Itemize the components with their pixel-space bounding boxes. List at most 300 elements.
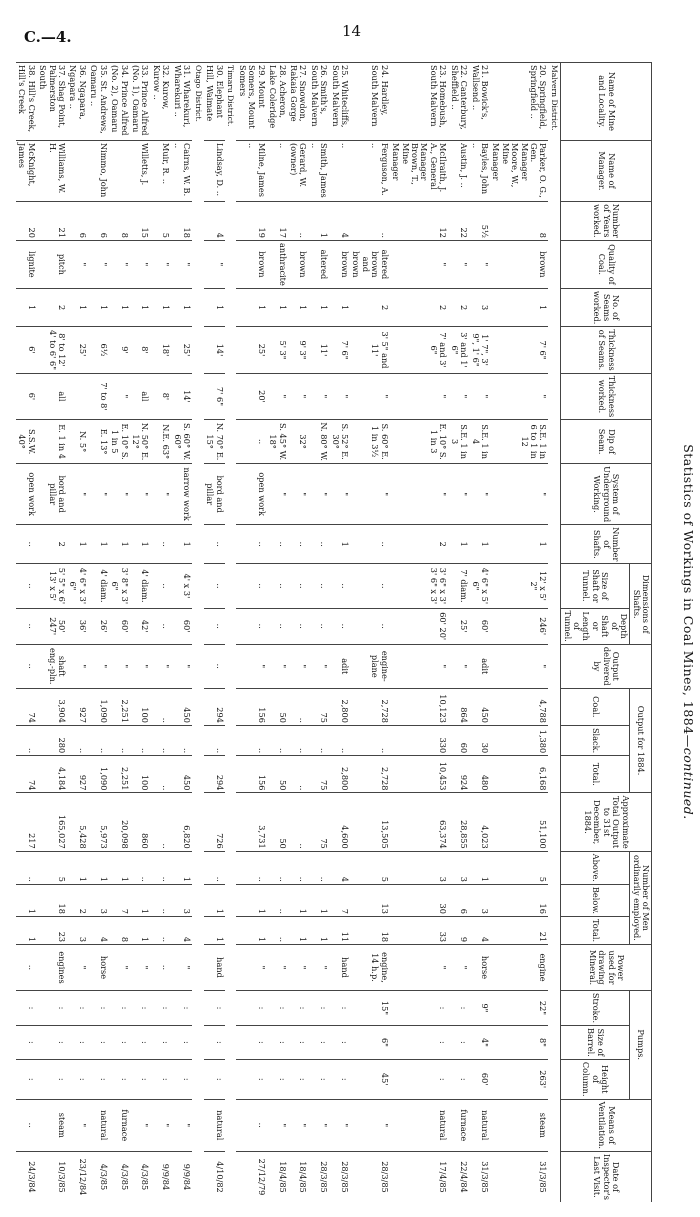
cell-quality: " [469, 240, 490, 288]
cell-column: 263' [490, 1059, 549, 1099]
table-row [109, 63, 130, 1203]
cell-mtotal: 9 [448, 916, 469, 944]
cell-dip: S.S.W. 40° [16, 420, 37, 464]
cell-column: 45' [350, 1059, 390, 1099]
cell-years: 22 [448, 201, 469, 240]
cell-coal: 294 [204, 688, 225, 725]
cell-sys: " [308, 464, 329, 525]
cell-quality: " [67, 240, 88, 288]
table-row [350, 63, 390, 1203]
cell-vent: " [350, 1099, 390, 1151]
cell-below: 1 [204, 884, 225, 916]
cell-manager: Cairns, W. B. .. [171, 141, 192, 202]
cell-power: engines [37, 945, 67, 991]
cell-size: 4' 6" x 5' 6" [469, 564, 490, 608]
cell-above: 1 [171, 851, 192, 884]
cell-slack: .. [204, 725, 225, 755]
cell-depth: .. [16, 608, 37, 644]
cell-approx: 75 [308, 793, 329, 851]
cell-manager: .. [267, 141, 288, 202]
cell-size: .. [329, 564, 350, 608]
cell-power: horse [88, 945, 109, 991]
col-stroke: Stroke. [561, 990, 630, 1025]
cell-column: : [37, 1059, 67, 1099]
cell-name: 22. Canterbury, Sheffield .. [448, 63, 469, 141]
cell-ts: 1' 7", 3' 9", 1' 6" [469, 327, 490, 373]
cell-total: 75 [308, 756, 329, 793]
cell-column: : [109, 1059, 130, 1099]
cell-name: 20. Springfield, Springfield .. [490, 63, 549, 141]
cell-stroke: 15" [350, 990, 390, 1025]
cell-above: 1 [88, 851, 109, 884]
cell-stroke: : [308, 990, 329, 1025]
cell-visit: 23/12/84 [67, 1151, 88, 1202]
cell-name: 32. Kurow, Kurow .. [150, 63, 171, 141]
cell-ts: 3' 5" and 11' [350, 327, 390, 373]
cell-dip: N. 50° E. 12° [130, 420, 151, 464]
cell-column: : [171, 1059, 192, 1099]
cell-quality: " [150, 240, 171, 288]
cell-ts: 7' 6" [490, 327, 549, 373]
table-row [288, 63, 309, 1203]
cell-visit: 10/3/85 [37, 1151, 67, 1202]
cell-approx: 4,023 [469, 793, 490, 851]
cell-deliv: .. [16, 644, 37, 688]
cell-ts: 11' [308, 327, 329, 373]
cell-slack: 330 [390, 725, 449, 755]
cell-shafts: .. [16, 525, 37, 564]
cell-above: .. [16, 851, 37, 884]
col-barrel: Size of Barrel. [561, 1026, 630, 1060]
cell-tw: " [329, 373, 350, 419]
cell-quality: " [130, 240, 151, 288]
col-approx-total: Approximate Total Output to 31st December, 1884. [561, 793, 652, 851]
cell-stroke: : [88, 990, 109, 1025]
cell-deliv: " [150, 644, 171, 688]
cell-slack: .. [329, 725, 350, 755]
cell-dip: S. 60° W. 60° [171, 420, 192, 464]
cell-sys: bord and pillar [204, 464, 225, 525]
cell-mtotal: 1 [308, 916, 329, 944]
header-row-top [630, 63, 652, 1203]
cell-depth: .. [308, 608, 329, 644]
cell-size: 3' 6" x 3' 3' 6" x 3' [390, 564, 449, 608]
cell-below: 6 [448, 884, 469, 916]
col-thickness-worked: Thickness worked. [561, 373, 652, 419]
cell-depth: .. [350, 608, 390, 644]
cell-dip: 32° [288, 420, 309, 464]
cell-below: 3 [171, 884, 192, 916]
cell-seams: 1 [236, 288, 266, 327]
cell-column: : [329, 1059, 350, 1099]
cell-shafts: 1 [490, 525, 549, 564]
cell-visit: 17/4/85 [390, 1151, 449, 1202]
cell-power: " [67, 945, 88, 991]
cell-mtotal: 8 [109, 916, 130, 944]
cell-power: hand [204, 945, 225, 991]
cell-name: 30. Elephant Hill, Waimate [204, 63, 225, 141]
col-pumps: Pumps. [630, 990, 652, 1099]
table-row [150, 63, 171, 1203]
col-below: Below. [561, 884, 630, 916]
cell-stroke: : [236, 990, 266, 1025]
cell-tw: " [109, 373, 130, 419]
cell-deliv: engine-plane [350, 644, 390, 688]
cell-manager: Bayles, John .. [469, 141, 490, 202]
cell-ts: 25' [236, 327, 266, 373]
cell-vent: " [267, 1099, 288, 1151]
cell-size: .. [236, 564, 266, 608]
cell-visit: 28/3/85 [329, 1151, 350, 1202]
cell-shafts: 1 [448, 525, 469, 564]
cell-quality: brown [288, 240, 309, 288]
cell-stroke: 9" [469, 990, 490, 1025]
cell-mtotal: 1 [288, 916, 309, 944]
cell-visit: 4/3/85 [88, 1151, 109, 1202]
cell-stroke: : [16, 990, 37, 1025]
cell-vent: .. [236, 1099, 266, 1151]
cell-below: 7 [329, 884, 350, 916]
table-row [204, 63, 225, 1203]
cell-shafts: .. [350, 525, 390, 564]
col-dimensions: Dimensions of Shafts. [630, 564, 652, 644]
cell-tw: " [390, 373, 449, 419]
cell-deliv: adit [329, 644, 350, 688]
cell-visit: 28/3/85 [350, 1151, 390, 1202]
cell-barrel: : [390, 1026, 449, 1060]
cell-visit: 18/4/85 [267, 1151, 288, 1202]
cell-depth: 42' [130, 608, 151, 644]
cell-mtotal: 23 [37, 916, 67, 944]
cell-column: : [390, 1059, 449, 1099]
cell-total: 450 [171, 756, 192, 793]
cell-vent: " [308, 1099, 329, 1151]
cell-vent: furnace [109, 1099, 130, 1151]
cell-approx: 5,428 [67, 793, 88, 851]
cell-barrel: : [267, 1026, 288, 1060]
cell-tw: " [267, 373, 288, 419]
cell-visit: 22/4/84 [448, 1151, 469, 1202]
cell-barrel: : [109, 1026, 130, 1060]
cell-barrel: : [204, 1026, 225, 1060]
col-total: Total. [561, 756, 630, 793]
col-manager: Name of Manager. [561, 141, 652, 202]
cell-vent: " [171, 1099, 192, 1151]
cell-barrel: : [16, 1026, 37, 1060]
cell-stroke: : [37, 990, 67, 1025]
cell-above: .. [130, 851, 151, 884]
cell-visit: 9/9/84 [150, 1151, 171, 1202]
cell-vent: " [67, 1099, 88, 1151]
cell-power: " [288, 945, 309, 991]
cell-mtotal: 21 [490, 916, 549, 944]
table-row [171, 63, 192, 1203]
cell-below: 3 [88, 884, 109, 916]
table-row [390, 63, 449, 1203]
cell-power: " [236, 945, 266, 991]
cell-seams: 1 [267, 288, 288, 327]
cell-above: 1 [469, 851, 490, 884]
cell-power: .. [150, 945, 171, 991]
cell-deliv: .. [204, 644, 225, 688]
cell-depth: .. [329, 608, 350, 644]
cell-tw: all [37, 373, 67, 419]
table-row [16, 63, 37, 1203]
cell-mtotal: 1 [204, 916, 225, 944]
cell-name: 37. Shag Point, Palmerston South [37, 63, 67, 141]
cell-name: 36. Ngapara, Ngapara .. [67, 63, 88, 141]
cell-approx: 63,374 [390, 793, 449, 851]
cell-slack: 280 [37, 725, 67, 755]
cell-depth: .. [150, 608, 171, 644]
cell-sys: narrow work [171, 464, 192, 525]
cell-depth: .. [288, 608, 309, 644]
cell-ts: 6½ [88, 327, 109, 373]
cell-manager: McKnight, James [16, 141, 37, 202]
cell-quality: " [390, 240, 449, 288]
cell-shafts: 1 [130, 525, 151, 564]
cell-barrel: 4" [469, 1026, 490, 1060]
cell-below: 13 [350, 884, 390, 916]
cell-depth: 60' [171, 608, 192, 644]
district-row [192, 63, 204, 1203]
cell-years: 8 [490, 201, 549, 240]
cell-approx: 20,098 [109, 793, 130, 851]
cell-dip: N. 80° W. [308, 420, 329, 464]
cell-dip: S. 60° E. 1 in 3½ [350, 420, 390, 464]
cell-below: .. [150, 884, 171, 916]
cell-seams: 1 [329, 288, 350, 327]
cell-name: 26. Smith's, South Malvern [308, 63, 329, 141]
cell-name: 21. Bowick's, Wallsend .. [469, 63, 490, 141]
cell-quality: " [448, 240, 469, 288]
cell-below: 7 [109, 884, 130, 916]
cell-ts: 5' 3" [267, 327, 288, 373]
cell-sys: " [390, 464, 449, 525]
table-row [490, 63, 549, 1203]
cell-deliv: " [171, 644, 192, 688]
table-title-main: Statistics of Workings in Coal Mines, 1884— [681, 444, 696, 748]
cell-ts: 14' [204, 327, 225, 373]
cell-barrel: : [67, 1026, 88, 1060]
cell-ts: 8' to 12' 4' to 6' 6" [37, 327, 67, 373]
cell-name: 24. Hardley, South Malvern [350, 63, 390, 141]
cell-size: 4' diam. [88, 564, 109, 608]
cell-power: .. [16, 945, 37, 991]
cell-approx: 51,100 [490, 793, 549, 851]
cell-visit: 31/3/85 [490, 1151, 549, 1202]
cell-total: 294 [204, 756, 225, 793]
cell-below: 1 [16, 884, 37, 916]
cell-shafts: .. [204, 525, 225, 564]
cell-stroke: 22" [490, 990, 549, 1025]
cell-shafts: .. [267, 525, 288, 564]
cell-years: 8 [109, 201, 130, 240]
cell-visit: 4/3/85 [109, 1151, 130, 1202]
cell-visit: 28/3/85 [308, 1151, 329, 1202]
col-output-delivered: Output delivered by [561, 644, 652, 688]
cell-power: hand [329, 945, 350, 991]
table-row [448, 63, 469, 1203]
cell-name: 28. Acheron, Lake Coleridge [267, 63, 288, 141]
cell-name: 27. Snowdon, Rakaia Gorge [288, 63, 309, 141]
table-row [267, 63, 288, 1203]
cell-dip: N.E. 63° [150, 420, 171, 464]
cell-barrel: : [130, 1026, 151, 1060]
cell-coal: 864 [448, 688, 469, 725]
cell-manager: Milne, James .. [236, 141, 266, 202]
cell-size: 12' x 5' 2" [490, 564, 549, 608]
cell-slack: .. [267, 725, 288, 755]
col-dip: Dip of Seam. [561, 420, 652, 464]
cell-total: .. [150, 756, 171, 793]
cell-dip: E. 10° S. 1 in 5 [109, 420, 130, 464]
table-title [681, 62, 696, 1202]
cell-mtotal: 1 [236, 916, 266, 944]
cell-below: 1 [288, 884, 309, 916]
cell-tw [67, 373, 88, 419]
cell-slack: .. [171, 725, 192, 755]
cell-quality: brown [490, 240, 549, 288]
cell-years: .. [350, 201, 390, 240]
cell-column: : [204, 1059, 225, 1099]
cell-seams: 3 [469, 288, 490, 327]
cell-depth: .. [267, 608, 288, 644]
cell-below: 2 [67, 884, 88, 916]
cell-years: 6 [67, 201, 88, 240]
cell-years: 20 [16, 201, 37, 240]
cell-depth: .. [236, 608, 266, 644]
cell-depth: 36' [67, 608, 88, 644]
cell-above: .. [267, 851, 288, 884]
table-row [329, 63, 350, 1203]
cell-manager: Williams, W. H. [37, 141, 67, 202]
col-size-shaft: Size of Shaft or Tunnel. [561, 564, 630, 608]
cell-mtotal: .. [150, 916, 171, 944]
cell-vent: " [130, 1099, 151, 1151]
cell-shafts: 1 [329, 525, 350, 564]
cell-mtotal: 4 [469, 916, 490, 944]
table-row [236, 63, 266, 1203]
cell-dip: N. 70° E. 15° [204, 420, 225, 464]
cell-slack: .. [236, 725, 266, 755]
col-thickness-seams: Thickness of Seams. [561, 327, 652, 373]
cell-years: 4 [329, 201, 350, 240]
cell-deliv: " [267, 644, 288, 688]
cell-below: 3 [469, 884, 490, 916]
cell-slack: .. [308, 725, 329, 755]
cell-deliv: " [130, 644, 151, 688]
cell-seams: 1 [490, 288, 549, 327]
cell-slack: .. [16, 725, 37, 755]
cell-coal: 450 [171, 688, 192, 725]
cell-slack: 60 [448, 725, 469, 755]
cell-manager: Austin, J. .. [448, 141, 469, 202]
cell-shafts: 1 [109, 525, 130, 564]
cell-dip: S. 45° W. 18° [267, 420, 288, 464]
cell-shafts: 1 [88, 525, 109, 564]
cell-slack: .. [288, 725, 309, 755]
cell-barrel: : [288, 1026, 309, 1060]
cell-below: 16 [490, 884, 549, 916]
cell-stroke: : [267, 990, 288, 1025]
cell-above: .. [236, 851, 266, 884]
cell-below: 1 [130, 884, 151, 916]
cell-size: 7' diam. [448, 564, 469, 608]
cell-shafts: .. [150, 525, 171, 564]
cell-seams: 2 [448, 288, 469, 327]
cell-above: 3 [390, 851, 449, 884]
col-column: Height of Column. [561, 1059, 630, 1099]
cell-column: : [130, 1059, 151, 1099]
cell-slack: .. [88, 725, 109, 755]
cell-visit: 27/12/79 [236, 1151, 266, 1202]
cell-sys: open work [236, 464, 266, 525]
col-depth-shaft: Depth of Shaft or Length of Tunnel. [561, 608, 630, 644]
cell-shafts: 1 [67, 525, 88, 564]
col-name: Name of Mine and Locality. [561, 63, 652, 141]
coal-mines-table [16, 62, 652, 1202]
cell-total: 156 [236, 756, 266, 793]
table-body [16, 63, 561, 1203]
table-row [88, 63, 109, 1203]
cell-slack: .. [130, 725, 151, 755]
cell-barrel: : [88, 1026, 109, 1060]
cell-years: 1 [308, 201, 329, 240]
col-output-1884: Output for 1884. [630, 688, 652, 793]
cell-vent: furnace [448, 1099, 469, 1151]
cell-ts: 25' [67, 327, 88, 373]
cell-size: .. [267, 564, 288, 608]
cell-column: : [16, 1059, 37, 1099]
cell-manager: Parker, O. G., Gen. Manager Moore, W., Mine Manager [490, 141, 549, 202]
cell-barrel: : [37, 1026, 67, 1060]
cell-size: .. [204, 564, 225, 608]
cell-tw: 8' [150, 373, 171, 419]
cell-size: 4' 6" x 3' 6" [67, 564, 88, 608]
cell-visit: 9/9/84 [171, 1151, 192, 1202]
cell-mtotal: 18 [350, 916, 390, 944]
cell-name: 25. Whitecliffs, South Malvern [329, 63, 350, 141]
cell-sys: " [329, 464, 350, 525]
table-row [308, 63, 329, 1203]
cell-quality: lignite [16, 240, 37, 288]
cell-depth: .. [204, 608, 225, 644]
cell-depth: 60' [109, 608, 130, 644]
cell-quality: " [171, 240, 192, 288]
cell-visit: 18/4/85 [288, 1151, 309, 1202]
cell-below: .. [267, 884, 288, 916]
cell-stroke: : [109, 990, 130, 1025]
cell-coal: .. [288, 688, 309, 725]
cell-vent: natural [390, 1099, 449, 1151]
cell-manager [109, 141, 130, 202]
cell-power: " [130, 945, 151, 991]
cell-power: " [390, 945, 449, 991]
cell-years: .. [288, 201, 309, 240]
cell-sys: " [130, 464, 151, 525]
cell-seams: 1 [67, 288, 88, 327]
cell-barrel: : [171, 1026, 192, 1060]
cell-approx: 3,731 [236, 793, 266, 851]
district-row [548, 63, 560, 1203]
cell-shafts: 2 [390, 525, 449, 564]
cell-sys: bord and pillar [37, 464, 67, 525]
cell-stroke: : [171, 990, 192, 1025]
cell-barrel: : [236, 1026, 266, 1060]
cell-coal: 2,800 [329, 688, 350, 725]
cell-vent: steam [37, 1099, 67, 1151]
